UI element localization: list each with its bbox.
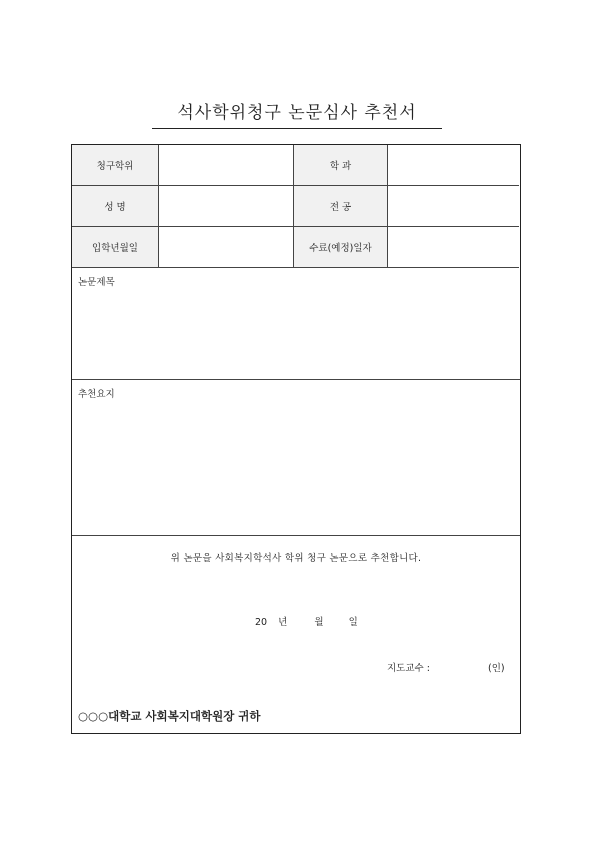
admission-date-field[interactable]	[159, 227, 294, 268]
admission-date-label: 입학년월일	[72, 227, 159, 268]
date-month: 월	[314, 617, 324, 628]
completion-date-field[interactable]	[388, 227, 519, 268]
date-prefix: 20	[255, 617, 268, 628]
recommendation-form	[71, 144, 521, 734]
department-label: 학 과	[294, 145, 388, 186]
advisor-label: 지도교수 :	[387, 663, 430, 674]
addressee: ○○○대학교 사회복지대학원장 귀하	[78, 709, 261, 723]
major-field[interactable]	[388, 186, 519, 227]
document-title: 석사학위청구 논문심사 추천서	[177, 103, 417, 123]
name-label: 성 명	[72, 186, 159, 227]
document-title-area	[152, 100, 442, 129]
thesis-title-label: 논문제목	[78, 277, 115, 288]
recommendation-statement: 위 논문을 사회복지학석사 학위 청구 논문으로 추천합니다.	[170, 553, 422, 564]
advisor-line	[387, 660, 505, 674]
thesis-title-section[interactable]	[72, 268, 520, 380]
signature-section	[72, 536, 520, 732]
completion-date-label: 수료(예정)일자	[294, 227, 388, 268]
date-day: 일	[348, 617, 358, 628]
major-label: 전 공	[294, 186, 388, 227]
date-year: 년	[278, 617, 288, 628]
date-line	[255, 614, 358, 628]
degree-label: 청구학위	[72, 145, 159, 186]
seal-mark: (인)	[488, 663, 505, 674]
recommendation-section[interactable]	[72, 380, 520, 536]
department-field[interactable]	[388, 145, 519, 186]
degree-field[interactable]	[159, 145, 294, 186]
recommendation-label: 추천요지	[78, 389, 115, 400]
name-field[interactable]	[159, 186, 294, 227]
